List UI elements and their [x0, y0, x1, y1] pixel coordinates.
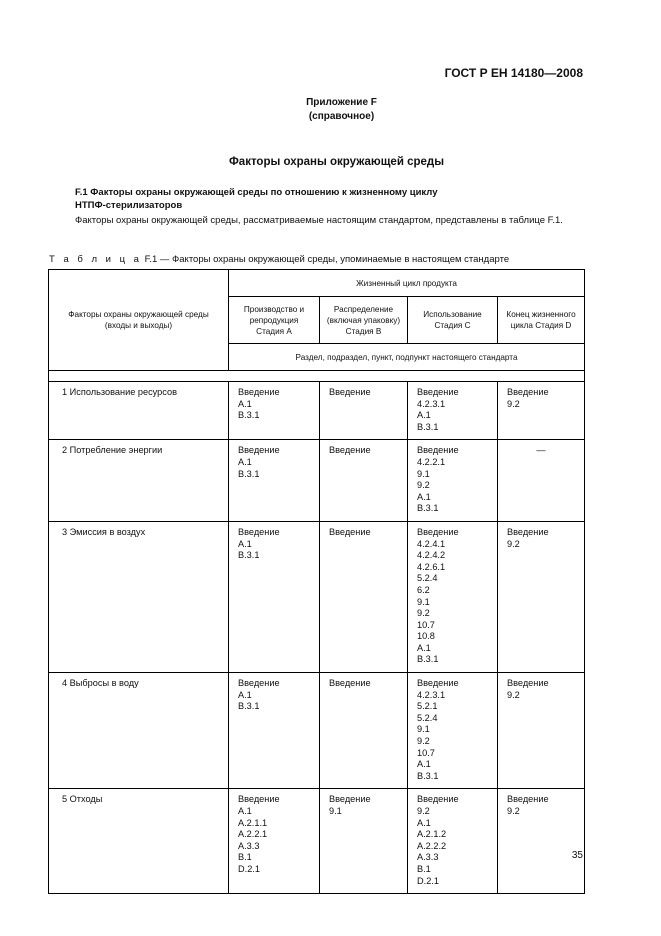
- table-row: [49, 440, 585, 522]
- environmental-factors-table: [48, 269, 585, 894]
- stage-b-cell: Введение: [320, 521, 408, 672]
- header-factors: Факторы охраны окружающей среды (входы и выходы): [49, 270, 229, 371]
- stage-c-cell: Введение 4.2.4.1 4.2.4.2 4.2.6.1 5.2.4 6.2 9.1 9.2 10.7 10.8 А.1 В.3.1: [408, 521, 498, 672]
- stage-c-cell: Введение 4.2.3.1 А.1 В.3.1: [408, 382, 498, 440]
- header-stage-d: Конец жизненного цикла Стадия D: [498, 297, 585, 344]
- stage-d-cell: Введение 9.2: [498, 673, 585, 789]
- annex-title: Факторы охраны окружающей среды: [228, 156, 445, 168]
- section-heading: [75, 186, 595, 212]
- section-paragraph: Факторы охраны окружающей среды, рассматриваемые настоящим стандартом, представлены в таблице F.1.: [75, 215, 563, 226]
- table-row: [49, 673, 585, 789]
- document-id: ГОСТ Р ЕН 14180—2008: [444, 66, 583, 80]
- table-caption: [49, 254, 509, 265]
- stage-c-cell: Введение 9.2 А.1 А.2.1.2 А.2.2.2 А.3.3 В.1 D.2.1: [408, 789, 498, 894]
- section-heading-line2: НТПФ-стерилизаторов: [75, 200, 183, 211]
- stage-d-cell: —: [498, 440, 585, 522]
- stage-c-cell: Введение 4.2.2.1 9.1 9.2 А.1 В.3.1: [408, 440, 498, 522]
- stage-a-cell: Введение А.1 В.3.1: [229, 382, 320, 440]
- stage-d-cell: Введение 9.2: [498, 789, 585, 894]
- header-lifecycle: Жизненный цикл продукта: [229, 270, 585, 297]
- table-caption-prefix: Т а б л и ц а: [49, 254, 142, 265]
- table-caption-text: F.1 — Факторы охраны окружающей среды, упоминаемые в настоящем стандарте: [141, 254, 510, 265]
- stage-b-cell: Введение: [320, 382, 408, 440]
- header-stage-c: Использование Стадия С: [408, 297, 498, 344]
- factor-cell: 3 Эмиссия в воздух: [49, 521, 229, 672]
- header-stage-b: Распределение (включая упаковку) Стадия В: [320, 297, 408, 344]
- table-row: [49, 382, 585, 440]
- stage-a-cell: Введение А.1 В.3.1: [229, 673, 320, 789]
- factor-cell: 2 Потребление энергии: [49, 440, 229, 522]
- stage-a-cell: Введение А.1 В.3.1: [229, 440, 320, 522]
- annex-kind: (справочное): [308, 111, 375, 122]
- annex-label: Приложение F: [306, 97, 377, 108]
- table-row: [49, 521, 585, 672]
- stage-c-cell: Введение 4.2.3.1 5.2.1 5.2.4 9.1 9.2 10.7 А.1 В.3.1: [408, 673, 498, 789]
- stage-b-cell: Введение: [320, 673, 408, 789]
- factor-cell: 5 Отходы: [49, 789, 229, 894]
- annex-heading: [0, 96, 661, 124]
- stage-d-cell: Введение 9.2: [498, 521, 585, 672]
- header-stage-a: Производство и репродукция Стадия А: [229, 297, 320, 344]
- stage-b-cell: Введение: [320, 440, 408, 522]
- factor-cell: 1 Использование ресурсов: [49, 382, 229, 440]
- section-heading-line1: F.1 Факторы охраны окружающей среды по отношению к жизненному циклу: [75, 187, 438, 198]
- page-number: 35: [571, 850, 583, 861]
- stage-a-cell: Введение А.1 В.3.1: [229, 521, 320, 672]
- table-row: [49, 789, 585, 894]
- stage-a-cell: Введение А.1 А.2.1.1 А.2.2.1 А.3.3 В.1 D.2.1: [229, 789, 320, 894]
- factor-cell: 4 Выбросы в воду: [49, 673, 229, 789]
- header-references: Раздел, подраздел, пункт, подпункт настоящего стандарта: [229, 344, 585, 371]
- stage-b-cell: Введение 9.1: [320, 789, 408, 894]
- stage-d-cell: Введение 9.2: [498, 382, 585, 440]
